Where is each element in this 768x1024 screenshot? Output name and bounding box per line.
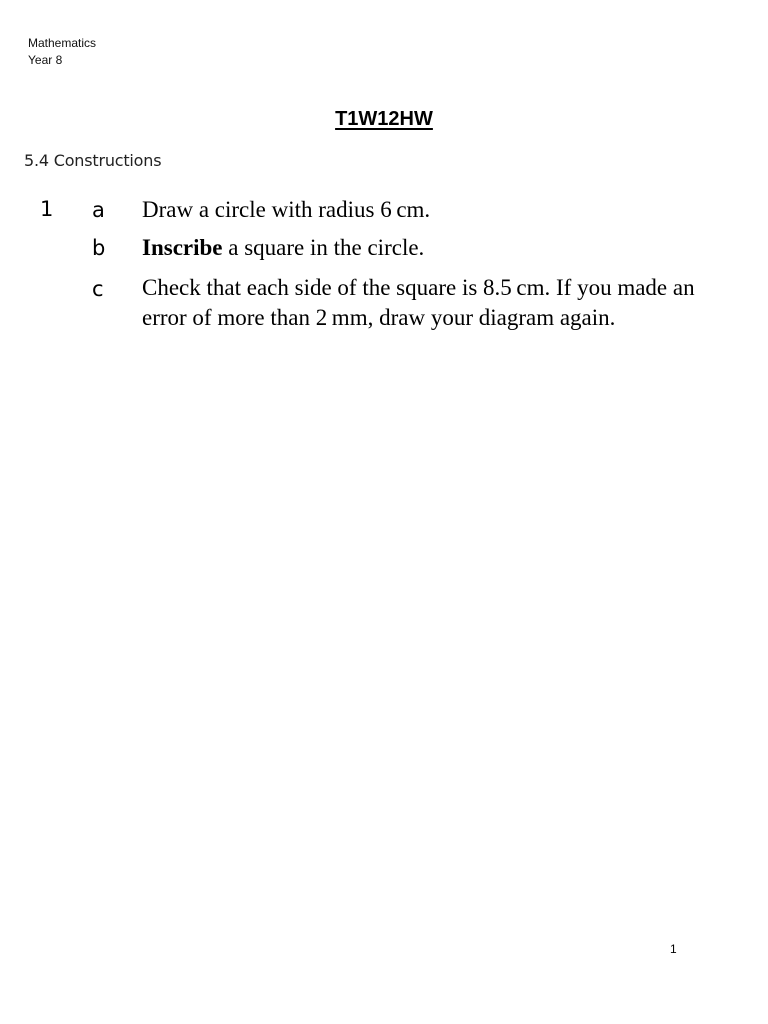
part-text-a [142, 195, 742, 225]
part-text-c [142, 273, 742, 333]
part-text-b [142, 233, 742, 263]
part-text-a-body: Draw a circle with radius 6 cm. [142, 197, 431, 222]
part-letter-a: a [92, 198, 105, 222]
subject-label: Mathematics [28, 36, 97, 50]
year-label: Year 8 [28, 53, 63, 67]
section-heading: 5.4 Constructions [24, 151, 162, 170]
page-title-text: T1W12HW [335, 108, 433, 130]
question-number: 1 [40, 197, 54, 221]
page-number: 1 [670, 942, 677, 956]
part-text-b-body: a square in the circle. [222, 235, 425, 260]
part-letter-c: c [92, 277, 104, 301]
page-title [0, 108, 768, 131]
part-text-c-body: Check that each side of the square is 8.5 cm. If you made an error of more than 2 mm, draw your diagram again. [142, 275, 695, 330]
part-letter-b: b [92, 236, 106, 260]
part-text-b-keyword: Inscribe [142, 235, 223, 260]
